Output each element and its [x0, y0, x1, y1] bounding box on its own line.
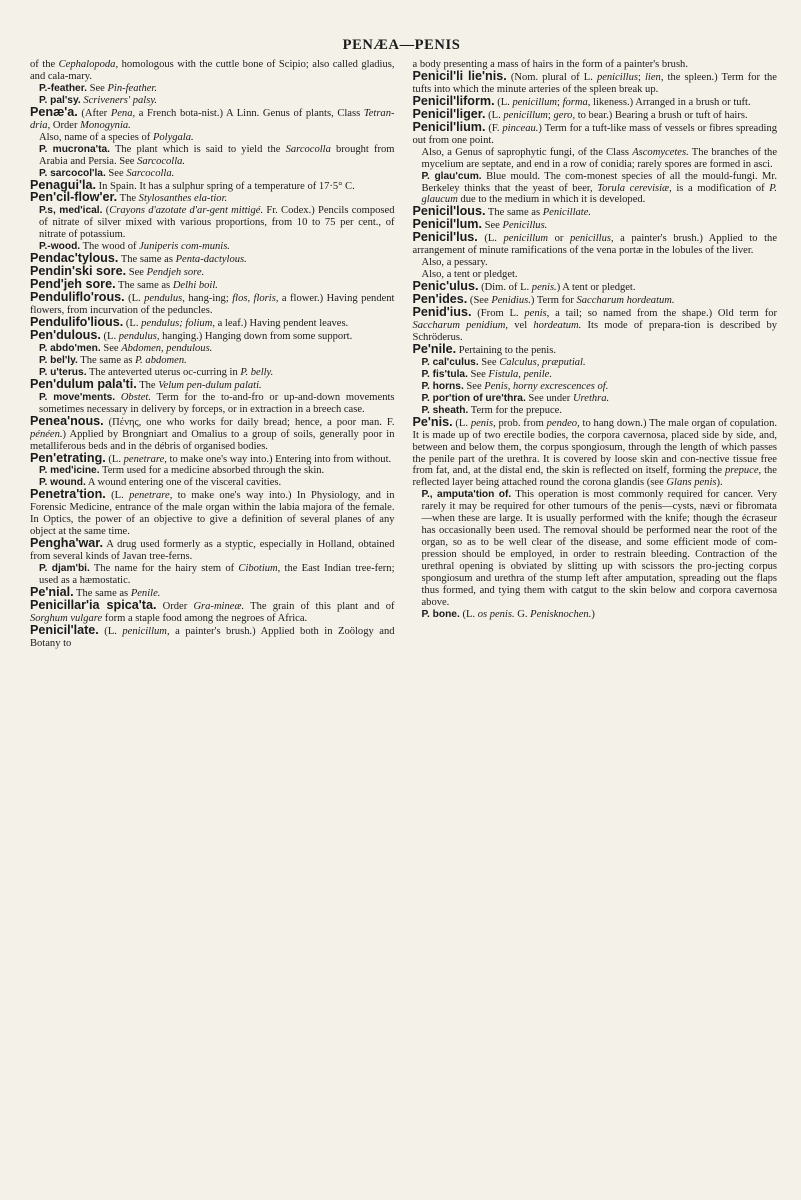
entry-headword: Penicil'liform. [412, 93, 495, 108]
entry-headword: P. sheath. [421, 404, 469, 416]
entry-headword: Pendac'tylous. [30, 251, 119, 266]
dictionary-entry [30, 538, 395, 563]
dictionary-entry [30, 392, 395, 416]
columns [30, 59, 777, 1178]
entry-definition: (L. penetrare, to make one's way into.) In Physiology, and in Forensic Medicine, entrance of the male organ within the labia majora of the female. In Optics, the power of an objective to give a definition of several planes of any object at the same time. [30, 490, 395, 538]
entry-definition: See Penicillus. [481, 220, 548, 232]
dictionary-entry [30, 563, 395, 587]
entry-headword: Pendulifo'lious. [30, 315, 124, 330]
dictionary-entry [30, 59, 395, 83]
dictionary-entry [30, 192, 395, 205]
entry-definition: Also, a pessary. [421, 257, 488, 269]
entry-definition: (L. penis, prob. from pendeo, to hang down.) The male organ of copulation. It is made up of two erectile bodies, the corpora cavernosa, placed side by side, and, between and below them, the corpus spongiosum, through the length of which passes the penile part of the urethra. It is covered by loose skin and con-nective tissue free from fat, and, at the distal end, the skin is reflected on itself, forming the prepuce, the reflected layer being attached round the corona glandis (see Glans penis). [412, 417, 777, 489]
entry-definition: See Pin-feather. [86, 82, 157, 94]
entry-headword: Penid'ius. [412, 305, 472, 320]
entry-definition: The same as Penicillate. [485, 207, 592, 219]
dictionary-entry [412, 341, 778, 357]
dictionary-entry [30, 144, 395, 168]
entry-definition: See Calculus, præputial. [478, 356, 586, 368]
entry-definition: The same as P. abdomen. [77, 354, 187, 366]
entry-headword: P. wound. [39, 477, 86, 489]
entry-definition: A wound entering one of the visceral cavities. [85, 477, 282, 489]
entry-definition: See Fistula, penile. [467, 368, 552, 380]
entry-headword: Penicillar'ia spica'ta. [30, 597, 157, 612]
entry-definition: (L. penicillum, a painter's brush.) Applied both in Zoölogy and Botany to [30, 625, 395, 649]
dictionary-entry [30, 104, 395, 132]
entry-definition: Also, name of a species of Polygala. [39, 131, 194, 143]
entry-headword: Penduliflo'rous. [30, 290, 125, 305]
dictionary-entry [30, 95, 395, 107]
entry-headword: P.s, med'ical. [39, 205, 103, 217]
entry-definition: (Crayons d'azotate d'ar-gent mittigé. Fr. Codex.) Pencils composed of nitrate of silver mixed with various proportions, from 10 to 75 per cent., of nitrate of potassium. [39, 205, 395, 241]
entry-definition: a body presenting a mass of hairs in the form of a painter's brush. [412, 59, 688, 70]
dictionary-entry [413, 381, 778, 393]
entry-definition: (L. penicillum; gero, to bear.) Bearing a brush or tuft of hairs. [485, 109, 748, 121]
entry-definition: The same as Delhi boil. [115, 280, 218, 292]
entry-definition: Term for the prepuce. [468, 404, 562, 416]
dictionary-entry [413, 405, 778, 417]
entry-definition: of the Cephalopoda, homologous with the cuttle bone of Scipio; also called gladius, and cala-mary. [30, 59, 395, 82]
dictionary-entry [30, 413, 395, 453]
entry-headword: Penicil'lus. [412, 230, 478, 245]
running-header: PENÆA—PENIS [342, 37, 461, 53]
dictionary-entry [30, 343, 395, 355]
entry-headword: Pe'nial. [30, 584, 74, 599]
entry-definition: See Sarcocolla. [105, 167, 175, 179]
entry-definition: The plant which is said to yield the Sarcocolla brought from Arabia and Persia. See Sarcocolla. [39, 143, 395, 167]
entry-definition: The Stylosanthes ela-tior. [117, 193, 228, 205]
entry-headword: Pe'nile. [412, 341, 457, 356]
entry-headword: Penicil'li lie'nis. [412, 68, 507, 83]
dictionary-entry [30, 450, 395, 466]
entry-definition: (L. pendulus, hang-ing; flos, floris, a flower.) Having pendent flowers, from incurvation of the peduncles. [30, 293, 395, 317]
entry-headword: Penæ'a. [30, 104, 78, 119]
entry-definition: The Velum pen-dulum palati. [136, 379, 262, 391]
entry-headword: P. djam'bi. [39, 563, 90, 575]
entry-headword: Penicil'late. [30, 622, 99, 637]
entry-definition: Scriveners' palsy. [83, 94, 158, 106]
dictionary-entry [413, 369, 778, 381]
entry-definition: See under Urethra. [525, 392, 610, 404]
entry-headword: Penicil'lum. [412, 217, 482, 232]
dictionary-entry [413, 232, 778, 257]
dictionary-entry [30, 597, 395, 625]
entry-headword: P. sarcocol'la. [39, 167, 106, 179]
entry-headword: Pengha'war. [30, 536, 103, 551]
entry-headword: Penicil'lous. [412, 204, 486, 219]
dictionary-entry [413, 357, 778, 369]
dictionary-entry [30, 622, 395, 650]
dictionary-entry [30, 355, 395, 367]
dictionary-entry [412, 119, 778, 147]
entry-headword: Pen'ides. [412, 292, 468, 307]
entry-definition: Also, a tent or pledget. [421, 269, 518, 281]
dictionary-entry [30, 292, 395, 317]
entry-headword: Pen'dulous. [30, 327, 101, 342]
entry-headword: P., amputa'tion of. [421, 489, 512, 501]
entry-headword: Penea'nous. [30, 413, 104, 428]
entry-headword: Pendin'ski sore. [30, 264, 127, 279]
dictionary-entry [412, 68, 778, 96]
entry-headword: P. bel'ly. [39, 354, 78, 366]
entry-definition: The anteverted uterus oc-curring in P. belly. [86, 366, 274, 378]
entry-headword: P. mucrona'ta. [39, 143, 110, 155]
dictionary-entry [30, 205, 395, 241]
dictionary-entry [413, 489, 778, 609]
entry-headword: Penicil'liger. [412, 106, 486, 121]
dictionary-entry [413, 147, 778, 171]
entry-headword: P. u'terus. [39, 366, 87, 378]
dictionary-entry [30, 465, 395, 477]
dictionary-entry [413, 257, 778, 269]
entry-definition: (Πένης, one who works for daily bread; hence, a poor man. F. pénéen.) Applied by Brongniart and Omalius to a group of soils, generally poor in metalliferous beds and in the débris of organised bodies. [30, 416, 395, 452]
entry-headword: P.-wood. [39, 241, 81, 253]
dictionary-entry [413, 171, 778, 207]
entry-definition: The same as Penile. [73, 587, 161, 599]
entry-definition: Pertaining to the penis. [456, 344, 556, 356]
entry-definition: A drug used formerly as a styptic, especially in Holland, obtained from several kinds of Javan tree-ferns. [30, 539, 395, 563]
entry-definition: See Penis, horny excrescences of. [463, 380, 609, 392]
entry-definition: Blue mould. The com-monest species of all the mould-fungi. Mr. Berkeley thinks that the yeast of beer, Torula cerevisiæ, is a modification of P. glaucum due to the medium in which it is developed. [421, 170, 777, 206]
entry-headword: Pen'dulum pala'ti. [30, 376, 137, 391]
entry-definition: (L. pendulus; folium, a leaf.) Having pendent leaves. [123, 318, 349, 330]
dictionary-entry [413, 609, 778, 621]
entry-definition: (L. pendulus, hanging.) Hanging down from some support. [100, 330, 353, 342]
dictionary-entry [30, 83, 395, 95]
entry-headword: P. por'tion of ure'thra. [421, 392, 526, 404]
entry-definition: The same as Penta-dactylous. [118, 254, 247, 266]
entry-definition: (L. penetrare, to make one's way into.) Entering into from without. [105, 453, 392, 465]
entry-headword: P. glau'cum. [421, 170, 482, 182]
entry-headword: P. abdo'men. [39, 342, 101, 354]
left-column [30, 59, 404, 1178]
dictionary-entry [30, 376, 395, 392]
entry-definition: See Abdomen, pendulous. [100, 342, 213, 354]
entry-headword: P. med'icine. [39, 465, 100, 477]
entry-definition: (L. os penis. G. Penisknochen.) [459, 608, 595, 620]
dictionary-entry [413, 307, 778, 344]
entry-headword: P. pal'sy. [39, 94, 81, 106]
entry-definition: The wood of Juniperis com-munis. [80, 241, 230, 253]
dictionary-entry [413, 393, 778, 405]
entry-definition: (After Pena, a French bota-nist.) A Linn. Genus of plants, Class Tetran-dria, Order Monogynia. [30, 107, 395, 131]
entry-definition: The name for the hairy stem of Cibotium, the East Indian tree-fern; used as a hæmostatic. [39, 563, 395, 587]
entry-headword: Penic'ulus. [412, 279, 479, 294]
right-column [404, 59, 778, 1178]
entry-definition: Obstet. Term for the to-and-fro or up-and-down movements sometimes necessary in delivery by forceps, or in extraction in a breech case. [39, 391, 395, 415]
entry-headword: Pen'cil-flow'er. [30, 190, 118, 205]
entry-headword: P. move'ments. [39, 391, 116, 403]
entry-definition: (Dim. of L. penis.) A tent or pledget. [478, 282, 636, 294]
entry-definition: In Spain. It has a sulphur spring of a temperature of 17·5° C. [95, 180, 355, 192]
dictionary-entry [30, 327, 395, 343]
entry-headword: P. fis'tula. [421, 368, 468, 380]
entry-headword: Penetra'tion. [30, 487, 106, 502]
entry-definition: (L. penicillum; forma, likeness.) Arranged in a brush or tuft. [494, 96, 751, 108]
entry-headword: P. horns. [421, 380, 464, 392]
entry-headword: P.-feather. [39, 82, 87, 94]
entry-definition: (F. pinceau.) Term for a tuft-like mass of vessels or fibres spreading out from one point. [412, 122, 777, 146]
entry-headword: Pend'jeh sore. [30, 277, 116, 292]
entry-definition: This operation is most commonly required for cancer. Very rarely it may be required for other tumours of the penis—cysts, nævi or fibromata—when these are large. It is usually performed with the knife; though the écraseur has occasionally been used. The removal should be performed near the root of the organ, so as to be well clear of the disease, and some efficient mode of com-pression should be employed, in order to restrain bleeding. Contraction of the urethral opening is obviated by slitting up with scissors the pro-jecting corpus spongiosum and urethra of the stump left after amputation, spreading out the flaps thus formed, and tying them with catgut to the skin below and corpora cavernosa above. [421, 489, 777, 608]
entry-definition: (L. penicillum or penicillus, a painter's brush.) Applied to the arrangement of minute ramifications of the vena portæ in the lobules of the liver. [412, 233, 777, 257]
entry-definition: Order Gra-mineæ. The grain of this plant and of Sorghum vulgare form a staple food among the negroes of Africa. [30, 600, 395, 624]
entry-headword: P. cal'culus. [421, 356, 479, 368]
entry-definition: Also, a Genus of saprophytic fungi, of the Class Ascomycetes. The branches of the mycelium are septate, and end in a row of conidia; rarely spores are formed in asci. [421, 146, 777, 170]
dictionary-entry [30, 489, 395, 538]
entry-headword: Pen'etrating. [30, 450, 106, 465]
entry-definition: See Pendjeh sore. [126, 267, 205, 279]
entry-definition: Term used for a medicine absorbed through the skin. [99, 465, 325, 477]
dictionary-entry [412, 414, 778, 490]
entry-definition: (See Penidius.) Term for Saccharum hordeatum. [467, 295, 675, 307]
entry-headword: Penicil'lium. [412, 119, 486, 134]
entry-headword: Penagui'la. [30, 177, 96, 192]
entry-definition: (Nom. plural of L. penicillus; lien, the spleen.) Term for the tufts into which the minute arteries of the spleen break up. [412, 71, 777, 95]
entry-headword: P. bone. [421, 608, 460, 620]
dictionary-entry [30, 132, 395, 144]
entry-definition: (From L. penis, a tail; so named from the shape.) Old term for Saccharum penidium, vel hordeatum. Its mode of prepara-tion is described by Schröderus. [412, 308, 777, 343]
entry-headword: Pe'nis. [412, 414, 453, 429]
